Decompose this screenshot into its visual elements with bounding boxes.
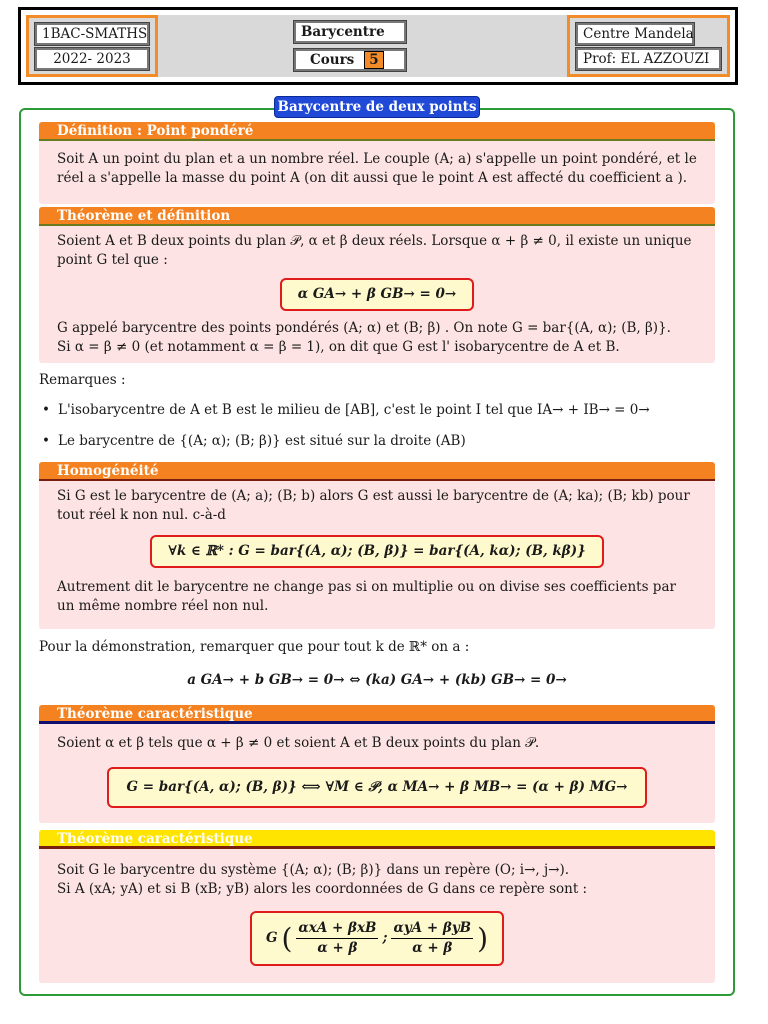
course-number-box xyxy=(294,49,406,71)
demonstration-formula-text: a GA→ + b GB→ = 0→ ⇔ (ka) GA→ + (kb) GB→ = 0→ xyxy=(187,672,567,688)
characteristic-formula: G = bar{(A, α); (B, β)} ⟺ ∀M ∈ 𝒫, α MA→ + β MB→ = (α + β) MG→ xyxy=(107,767,648,808)
center-name: Centre Mandela xyxy=(576,23,694,45)
homogeneity-formula: ∀k ∈ ℝ* : G = bar{(A, α); (B, β)} = bar{(A, kα); (B, kβ)} xyxy=(150,535,604,568)
course-title: Barycentre xyxy=(294,21,406,43)
barycenter-formula: α GA→ + β GB→ = 0→ xyxy=(280,278,474,311)
coordinates-text-2: Si A (xA; yA) et si B (xB; yB) alors les coordonnées de G dans ce repère sont : xyxy=(57,881,588,897)
cours-label: Cours xyxy=(310,52,355,68)
homogeneity-body xyxy=(39,481,715,629)
coordinates-g-label: G xyxy=(265,930,278,946)
remarks-label: Remarques : xyxy=(39,372,126,388)
coordinates-formula: G ( αxA + βxB α + β ; αyA + βyB α + β ) xyxy=(250,911,504,966)
coordinates-theorem-body xyxy=(39,849,715,983)
theorem-definition-body xyxy=(39,226,715,363)
theorem-text-1: G appelé barycentre des points pondérés (A; α) et (B; β) . On note G = bar{(A, α); (B, β)}. xyxy=(57,320,671,336)
theorem-intro: Soient A et B deux points du plan 𝒫, α et β deux réels. Lorsque α + β ≠ 0, il existe un unique point G tel que : xyxy=(57,233,692,268)
definition-heading: Définition : Point pondéré xyxy=(39,122,715,141)
homogeneity-intro: Si G est le barycentre de (A; a); (B; b) alors G est aussi le barycentre de (A; ka); (B; kb) pour tout réel k non nul. c-à-d xyxy=(57,488,690,523)
demonstration-formula xyxy=(39,671,715,690)
fraction-y-numerator: αyA + βyB xyxy=(391,919,473,939)
fraction-x-denominator: α + β xyxy=(317,940,358,956)
fraction-y-denominator: α + β xyxy=(412,940,453,956)
characteristic-theorem-intro: Soient α et β tels que α + β ≠ 0 et soient A et B deux points du plan 𝒫. xyxy=(57,735,540,751)
definition-block xyxy=(39,122,715,204)
fraction-x-numerator: αxA + βxB xyxy=(296,919,378,939)
homogeneity-block xyxy=(39,462,715,629)
homogeneity-heading: Homogénéité xyxy=(39,462,715,481)
coordinates-theorem-heading: Théorème caractéristique xyxy=(39,830,715,849)
cours-number: 5 xyxy=(364,51,383,69)
header-left xyxy=(26,15,158,77)
fraction-x xyxy=(296,919,378,958)
homogeneity-text: Autrement dit le barycentre ne change pas si on multiplie ou on divise ses coefficients par un même nombre réel non nul. xyxy=(57,579,676,614)
characteristic-theorem-body xyxy=(39,724,715,823)
fraction-y xyxy=(391,919,473,958)
coordinates-text-1: Soit G le barycentre du système {(A; α); (B; β)} dans un repère (O; i→, j→). xyxy=(57,862,570,878)
prof-name: Prof: EL AZZOUZI xyxy=(576,48,721,70)
class-label: 1BAC-SMATHS xyxy=(35,23,149,45)
year-label: 2022- 2023 xyxy=(35,48,149,70)
theorem-text-2: Si α = β ≠ 0 (et notamment α = β = 1), on dit que G est l' isobarycentre de A et B. xyxy=(57,339,620,355)
characteristic-theorem-heading: Théorème caractéristique xyxy=(39,705,715,724)
characteristic-theorem-block xyxy=(39,705,715,823)
header-right xyxy=(567,15,730,77)
header-middle xyxy=(158,15,567,77)
remark-item-1: • L'isobarycentre de A et B est le milieu de [AB], c'est le point I tel que IA→ + IB→ = 0→ xyxy=(58,401,650,420)
coordinates-theorem-block xyxy=(39,830,715,983)
definition-text: Soit A un point du plan et a un nombre réel. Le couple (A; a) s'appelle un point pondéré, et le réel a s'appelle la masse du point A (on dit aussi que le point A est affecté du coefficient a ). xyxy=(39,141,715,204)
remark-item-2: • Le barycentre de {(A; α); (B; β)} est situé sur la droite (AB) xyxy=(58,432,466,451)
theorem-definition-heading: Théorème et définition xyxy=(39,207,715,226)
header xyxy=(18,7,738,85)
section-title: Barycentre de deux points xyxy=(274,96,480,118)
demonstration-text: Pour la démonstration, remarquer que pour tout k de ℝ* on a : xyxy=(39,639,470,655)
theorem-definition-block xyxy=(39,207,715,363)
